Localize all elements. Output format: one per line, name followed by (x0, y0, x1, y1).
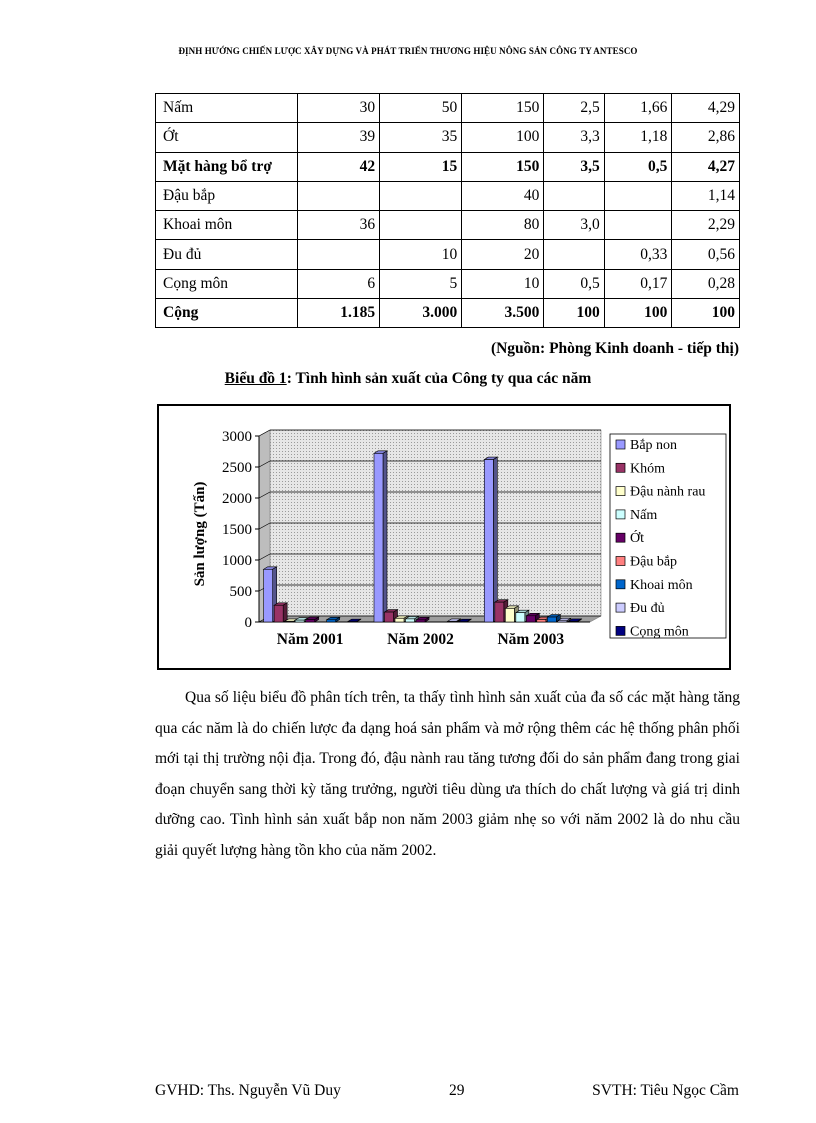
bar (484, 460, 493, 622)
row-cell: 80 (462, 211, 544, 240)
row-cell: 0,5 (544, 269, 604, 298)
legend-swatch (616, 533, 625, 542)
row-label: Đậu bắp (156, 181, 298, 210)
bar (285, 621, 294, 622)
table-row (156, 269, 740, 298)
bar (385, 612, 394, 622)
footer-page-number: 29 (449, 1082, 465, 1099)
bar (306, 620, 315, 622)
row-label: Đu đủ (156, 240, 298, 269)
legend-swatch (616, 510, 625, 519)
y-tick-label: 2000 (222, 491, 252, 507)
legend-entry: Ớt (630, 531, 644, 547)
bar (406, 619, 415, 622)
row-cell: 2,86 (672, 123, 740, 152)
bar (547, 617, 556, 622)
caption-prefix: Biểu đồ 1 (224, 370, 287, 387)
row-cell: 1.185 (298, 299, 380, 328)
bar-side (383, 451, 387, 622)
row-cell: 15 (380, 152, 462, 181)
row-cell: 30 (298, 94, 380, 123)
bar-side (283, 603, 287, 622)
row-cell: 3.000 (380, 299, 462, 328)
row-cell (604, 211, 672, 240)
bar (568, 621, 577, 622)
row-cell: 1,14 (672, 181, 740, 210)
table-row (156, 94, 740, 123)
row-cell: 100 (544, 299, 604, 328)
row-cell: 6 (298, 269, 380, 298)
bar (416, 620, 425, 622)
row-cell: 50 (380, 94, 462, 123)
y-tick-label: 0 (244, 615, 252, 631)
row-cell: 0,17 (604, 269, 672, 298)
row-cell (380, 211, 462, 240)
row-cell: 40 (462, 181, 544, 210)
row-cell: 20 (462, 240, 544, 269)
row-cell: 3,3 (544, 123, 604, 152)
footer-student: SVTH: Tiêu Ngọc Cầm (592, 1082, 739, 1099)
table-row (156, 211, 740, 240)
row-label: Mặt hàng bổ trợ (156, 152, 298, 181)
footer-advisor: GVHD: Ths. Nguyễn Vũ Duy (155, 1082, 341, 1099)
row-cell: 42 (298, 152, 380, 181)
bar (448, 621, 457, 622)
legend-entry: Khóm (630, 461, 665, 477)
row-label: Khoai môn (156, 211, 298, 240)
row-cell (298, 240, 380, 269)
legend-swatch (616, 603, 625, 612)
row-cell: 100 (672, 299, 740, 328)
legend-swatch (616, 580, 625, 589)
bar (374, 453, 383, 622)
legend-entry: Đu đủ (630, 601, 665, 617)
chart-caption (0, 370, 816, 388)
bar (395, 618, 404, 622)
x-tick-label: Năm 2002 (387, 631, 454, 648)
page-header: ĐỊNH HƯỚNG CHIẾN LƯỢC XÂY DỰNG VÀ PHÁT TRIỂN THƯƠNG HIỆU NÔNG SẢN CÔNG TY ANTESCO (178, 46, 638, 56)
row-cell (380, 181, 462, 210)
row-cell: 36 (298, 211, 380, 240)
row-cell: 5 (380, 269, 462, 298)
row-cell (544, 240, 604, 269)
legend-swatch (616, 440, 625, 449)
row-cell: 0,33 (604, 240, 672, 269)
production-chart (159, 406, 729, 668)
row-cell: 4,27 (672, 152, 740, 181)
row-cell: 3.500 (462, 299, 544, 328)
bar (295, 620, 304, 622)
legend-swatch (616, 463, 625, 472)
y-tick-label: 2500 (222, 460, 252, 476)
bar (526, 616, 535, 622)
legend-entry: Khoai môn (630, 577, 693, 593)
legend-swatch (616, 626, 625, 635)
row-cell: 3,0 (544, 211, 604, 240)
bar (327, 620, 336, 622)
x-tick-label: Năm 2001 (276, 631, 344, 648)
row-cell: 100 (462, 123, 544, 152)
row-cell: 150 (462, 94, 544, 123)
legend-entry: Đậu nành rau (630, 484, 706, 500)
row-cell: 0,28 (672, 269, 740, 298)
row-cell: 1,66 (604, 94, 672, 123)
row-cell: 35 (380, 123, 462, 152)
row-cell: 4,29 (672, 94, 740, 123)
bar-side (493, 457, 497, 622)
row-cell: 0,5 (604, 152, 672, 181)
row-cell: 2,29 (672, 211, 740, 240)
bar (537, 620, 546, 622)
row-label: Nấm (156, 94, 298, 123)
bar (558, 621, 567, 622)
row-cell (604, 181, 672, 210)
table-row (156, 299, 740, 328)
y-axis-title: Sản lượng (Tấn) (192, 481, 208, 587)
row-cell (544, 181, 604, 210)
chart-frame (157, 404, 731, 670)
table-row (156, 240, 740, 269)
x-tick-label: Năm 2003 (497, 631, 565, 648)
bar (274, 605, 283, 622)
legend-swatch (616, 487, 625, 496)
bar (495, 602, 504, 622)
row-cell: 39 (298, 123, 380, 152)
row-label: Ớt (156, 123, 298, 152)
row-cell: 1,18 (604, 123, 672, 152)
y-tick-label: 3000 (222, 429, 252, 445)
y-tick-label: 500 (229, 584, 252, 600)
legend-entry: Cọng môn (630, 624, 689, 640)
production-table (155, 93, 740, 328)
row-cell: 10 (462, 269, 544, 298)
legend-entry: Nấm (630, 507, 658, 523)
bar (516, 613, 525, 622)
row-cell: 10 (380, 240, 462, 269)
row-cell: 2,5 (544, 94, 604, 123)
row-cell: 100 (604, 299, 672, 328)
table-row (156, 181, 740, 210)
analysis-paragraph: Qua số liệu biểu đồ phân tích trên, ta thấy tình hình sản xuất của đa số các mặt hàng tăng qua các năm là do chiến lược đa dạng hoá sản phẩm và mở rộng thêm các hệ thống phân phối mới tại thị trường nội địa. Trong đó, đậu nành rau tăng tương đối do sản phẩm đang trong giai đoạn chuyển sang thời kỳ tăng trưởng, người tiêu dùng ưa thích do chất lượng và giá trị dinh dưỡng cao. Tình hình sản xuất bắp non năm 2003 giảm nhẹ so với năm 2002 là do nhu cầu giải quyết lượng hàng tồn kho của năm 2002. (155, 689, 740, 859)
legend-entry: Đậu bắp (630, 554, 678, 570)
row-label: Cộng (156, 299, 298, 328)
row-cell: 0,56 (672, 240, 740, 269)
caption-text: : Tình hình sản xuất của Công ty qua các năm (286, 370, 592, 387)
bar (505, 608, 514, 622)
y-tick-label: 1000 (222, 553, 252, 569)
bar (264, 569, 273, 622)
row-cell: 3,5 (544, 152, 604, 181)
legend-entry: Bắp non (630, 438, 678, 453)
y-tick-label: 1500 (222, 522, 252, 538)
table-source: (Nguồn: Phòng Kinh doanh - tiếp thị) (490, 340, 739, 357)
row-label: Cọng môn (156, 269, 298, 298)
table-row (156, 123, 740, 152)
row-cell: 150 (462, 152, 544, 181)
legend-swatch (616, 557, 625, 566)
table-row (156, 152, 740, 181)
row-cell (298, 181, 380, 210)
legend (610, 434, 726, 638)
